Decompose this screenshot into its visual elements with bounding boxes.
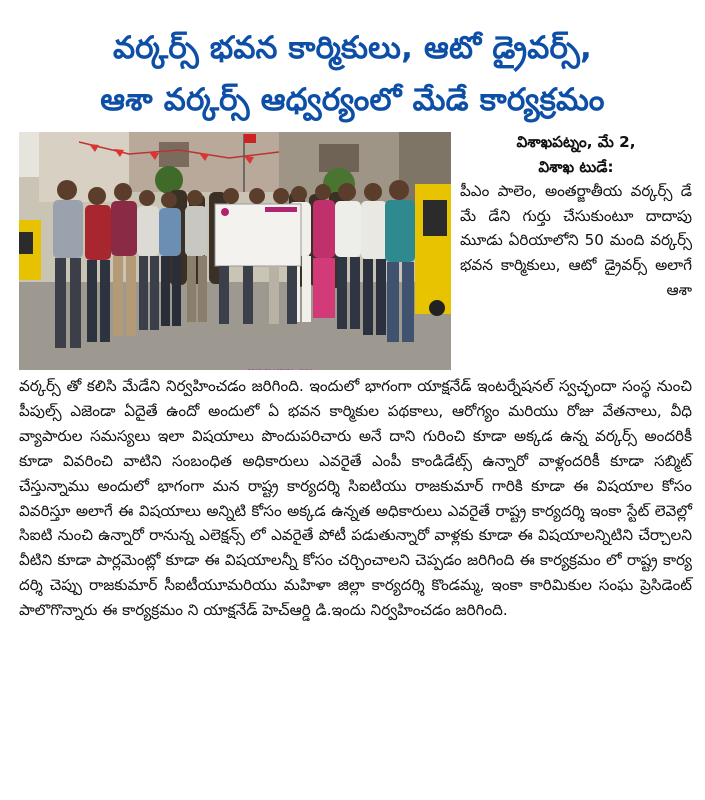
article-body: వర్కర్స్ తో కలిసి మేడేని నిర్వహించడం జరిగింది. ఇందులో భాగంగా యాక్షనేడ్ ఇంటర్నేషనల్ స్వచ్ఛందా సంస్థ నుంచి పీపుల్స్ ఎజెండా ఏదైతే ఉందో అందులో ఏ భవన కార్మికుల పథకాలు, ఆరోగ్యం మరియు రోజు వేతనాలు, వీధి వ్యాపారుల సమస్యలు ఇలా విషయాలు పొందుపరిచారు అనే దాని గురించి కూడా అక్కడ ఉన్న వర్కర్స్ అందరికీ కూడా వివరించి వాటిని సంబంధిత అధికారులు ఎవరైతే ఎంపీ కాండిడేట్స్ ఉన్నారో వాళ్లందరికీ కూడా సబ్మిట్ చేస్తున్నాము అందులో భాగంగా మన రాష్ట్ర కార్యదర్శి సిఐటియు రాజకుమార్ గారికి కూడా ఈ విషయాల కోసం వివరిస్తూ అలాగే ఈ విషయాలు అన్నిటి కోసం అక్కడ ఉన్నత అధికారులు ఎవరైతే రాష్ట్ర కార్యదర్శి ఇంకా స్టేట్ లెవెల్లో సిఐటి నుంచి ఉన్నారో రానున్న ఎలెక్షన్స్ లో ఎవరైతే పోటీ పడుతున్నారో వాళ్లకు కూడా ఈ విషయాలన్నిటిని చేర్చాలని వీటిని కూడా పార్లమెంట్లో కూడా ఈ విషయాలన్నీ కోసం చర్చించాలని చెప్పడం జరిగింది ఈ కార్యక్రమం లో రాష్ట్ర కార్య దర్శి చెప్పు రాజకుమార్ సీఐటీయూమరియు మహిళా జిల్లా కార్యదర్శి కొండమ్మ, ఇంకా కారిమికుల సంఘ ప్రెసిడెంట్ పాలొగొన్నారు ఈ కార్యక్రమం ని యాక్షనేడ్ హెచ్ఆర్డి డి.ఇందు నిర్వహించడం జరిగింది. <box>19 377 692 620</box>
source-credit: విశాఖ టుడే: <box>538 157 614 176</box>
news-photo <box>19 132 451 370</box>
headline-line-1: వర్కర్స్ భవన కార్మికులు, ఆటో డ్రైవర్స్, <box>112 30 593 66</box>
group-photo-illustration <box>19 132 451 370</box>
headline <box>0 22 705 126</box>
article-side-column <box>460 130 692 302</box>
dateline: విశాఖపట్నం, మే 2, <box>516 133 636 151</box>
article-lead-paragraph: పీఎం పాలెం, అంతర్జాతీయ వర్కర్స్ డే మే డేని గుర్తు చేసుకుంటూ దాదాపు మూడు ఏరియాలోని 50 మంది వర్కర్స్ భవన కార్మికులు, ఆటో డ్రైవర్స్ అలాగే ఆశా <box>460 182 692 299</box>
banner-board <box>240 354 320 370</box>
headline-line-2: ఆశా వర్కర్స్ ఆధ్వర్యంలో మేడే కార్యక్రమం <box>100 82 605 118</box>
